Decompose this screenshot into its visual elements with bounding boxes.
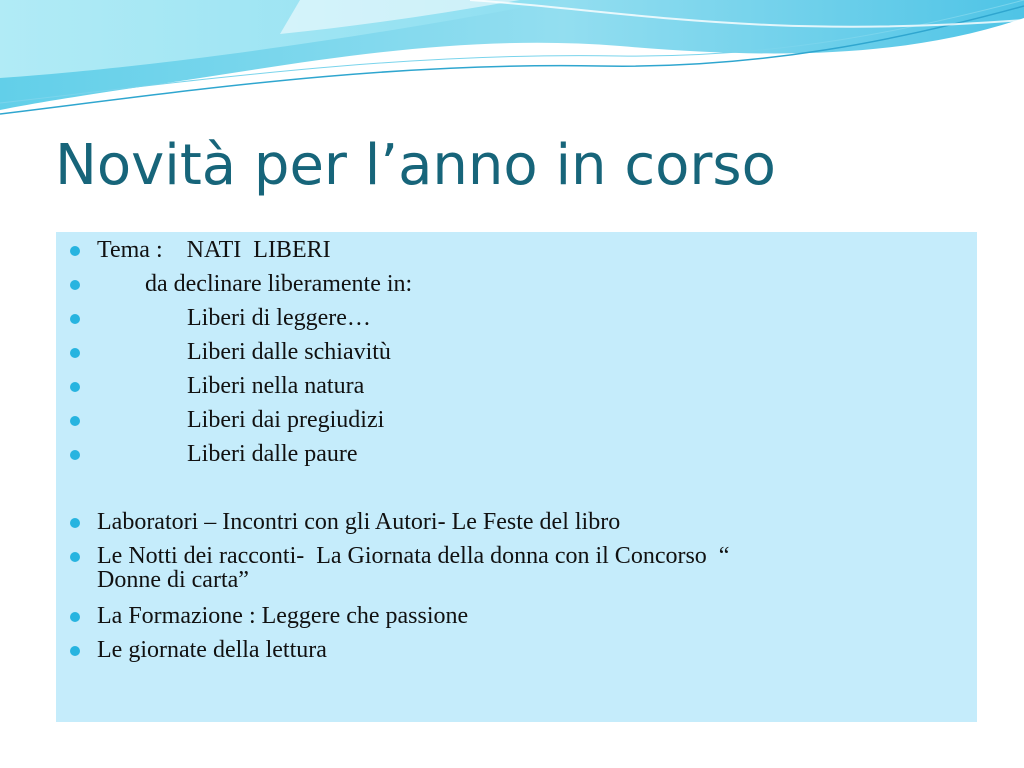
bullet-dot-icon	[70, 612, 80, 622]
bullet-text: Le Notti dei racconti- La Giornata della donna con il Concorso “ Donne di carta”	[97, 543, 730, 593]
bullet-text: Liberi dai pregiudizi	[97, 407, 385, 433]
bullet-dot-icon	[70, 416, 80, 426]
bullet-text: Laboratori – Incontri con gli Autori- Le Feste del libro	[97, 509, 621, 535]
bullet-dot-icon	[70, 450, 80, 460]
slide-title: Novità per l’anno in corso	[55, 133, 776, 198]
bullet-dot-icon	[70, 246, 80, 256]
bullet-dot-icon	[70, 382, 80, 392]
bullet-text: Liberi dalle paure	[97, 441, 358, 467]
bullet-text: Liberi dalle schiavitù	[97, 339, 391, 365]
bullet-text: da declinare liberamente in:	[97, 271, 413, 297]
bullet-text: Liberi nella natura	[97, 373, 365, 399]
bullet-text: Le giornate della lettura	[97, 637, 327, 663]
bullet-dot-icon	[70, 348, 80, 358]
bullet-text: La Formazione : Leggere che passione	[97, 603, 469, 629]
content-box	[56, 232, 977, 722]
bullet-dot-icon	[70, 280, 80, 290]
bullet-dot-icon	[70, 646, 80, 656]
bullet-text: Tema : NATI LIBERI	[97, 237, 331, 263]
bullet-dot-icon	[70, 314, 80, 324]
bullet-dot-icon	[70, 518, 80, 528]
bullet-dot-icon	[70, 552, 80, 562]
header-wave-decoration	[0, 0, 1024, 120]
bullet-text: Liberi di leggere…	[97, 305, 371, 331]
